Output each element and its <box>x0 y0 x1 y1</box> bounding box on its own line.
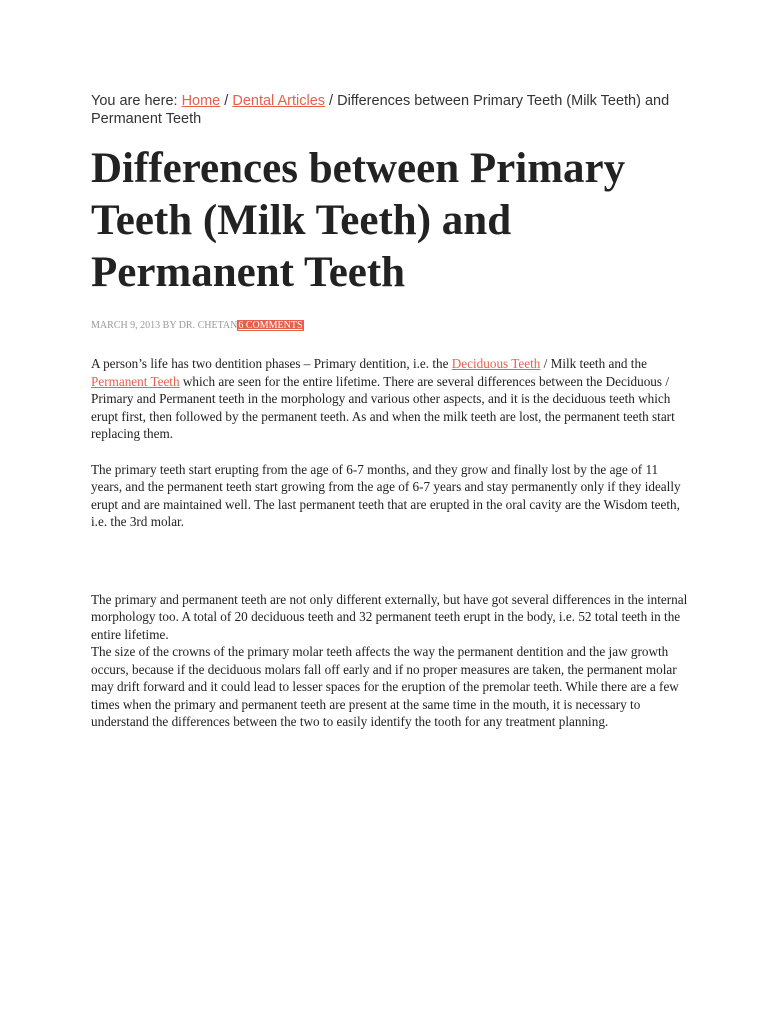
page-title: Differences between Primary Teeth (Milk Teeth) and Permanent Teeth <box>91 145 626 296</box>
paragraph: The primary and permanent teeth are not only different externally, but have got several differences in the internal morphology too. A total of 20 deciduous teeth and 32 permanent teeth erupt in the body, i.e. 52 total teeth in the entire lifetime. <box>91 591 688 642</box>
paragraph-text: A person’s life has two dentition phases – Primary dentition, i.e. the <box>91 356 452 371</box>
breadcrumb-category-link[interactable]: Dental Articles <box>232 93 326 109</box>
permanent-teeth-link[interactable]: Permanent Teeth <box>91 373 180 389</box>
paragraph: The primary teeth start erupting from the age of 6-7 months, and they grow and finally lost by the age of 11 years, and the permanent teeth start growing from the age of 6-7 years and stay permanently only if they ideally erupt and are maintained well. The last permanent teeth that are erupted in the oral cavity are the Wisdom teeth, i.e. the 3rd molar. <box>91 461 681 529</box>
breadcrumb-prefix: You are here: <box>91 93 182 109</box>
breadcrumb-home-link[interactable]: Home <box>181 93 221 109</box>
breadcrumb <box>91 92 691 128</box>
post-date-author: MARCH 9, 2013 BY DR. CHETAN <box>91 320 238 331</box>
breadcrumb-current: Differences between Primary Teeth (Milk Teeth) and Permanent Teeth <box>91 93 670 127</box>
paragraph-text: / Milk teeth and the <box>540 356 647 371</box>
post-meta <box>91 319 691 333</box>
breadcrumb-separator: / <box>325 93 338 109</box>
paragraph: The size of the crowns of the primary molar teeth affects the way the permanent dentition and the jaw growth occurs, because if the deciduous molars fall off early and if no proper measures are taken, the permanent molar may drift forward and it could lead to lesser spaces for the eruption of the premolar teeth. While there are a few times when the primary and permanent teeth are present at the same time in the mouth, it is necessary to understand the differences between the two to easily identify the tooth for any treatment planning. <box>91 644 679 729</box>
breadcrumb-separator: / <box>220 93 233 109</box>
comments-link[interactable]: 6 COMMENTS <box>238 320 303 331</box>
paragraph-text: which are seen for the entire lifetime. There are several differences between the Deciduous / Primary and Permanent teeth in the morphology and various other aspects, and it is the deciduous teeth which erupt first, then followed by the permanent teeth. As and when the milk teeth are lost, the permanent teeth start replacing them. <box>91 373 675 441</box>
article-content <box>91 355 691 731</box>
paragraph <box>91 355 691 443</box>
article-page <box>91 92 691 731</box>
deciduous-teeth-link[interactable]: Deciduous Teeth <box>451 356 541 371</box>
